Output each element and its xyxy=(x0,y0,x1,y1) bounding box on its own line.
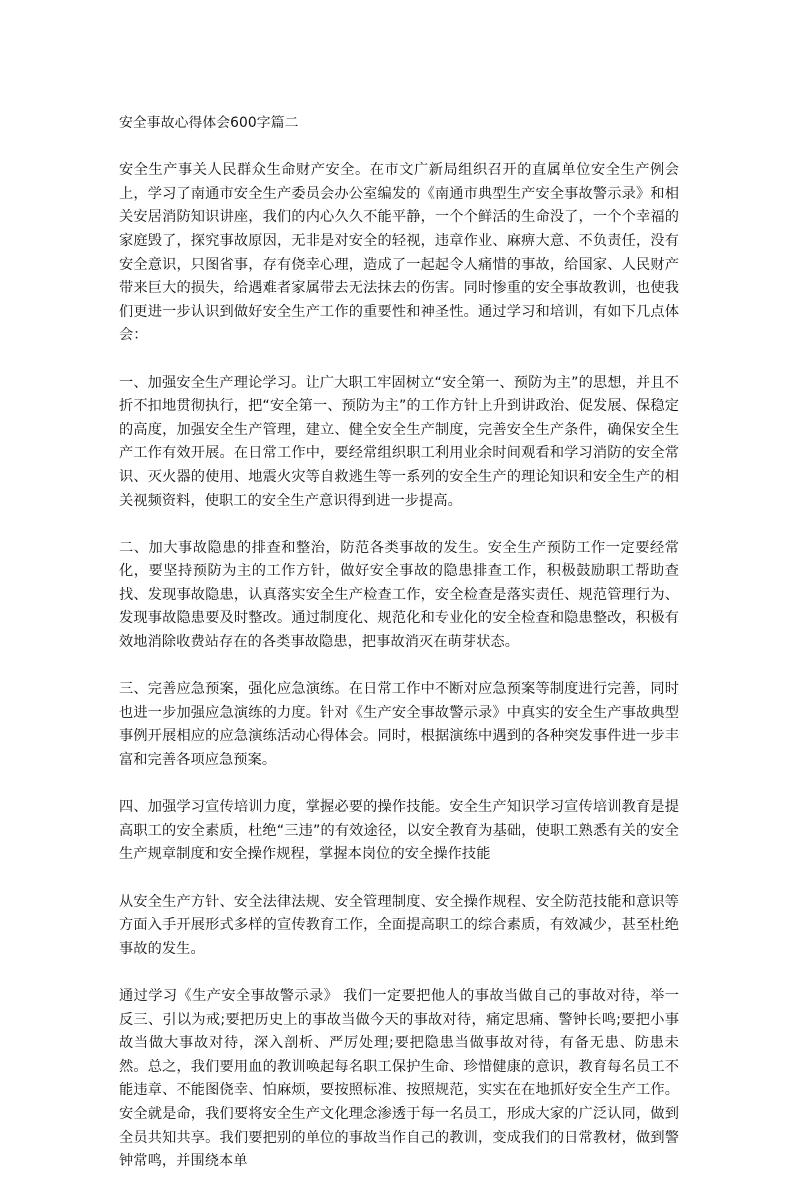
paragraph-conclusion: 通过学习《生产安全事故警示录》 我们一定要把他人的事故当做自己的事故对待，举一反三、引以为戒;要把历史上的事故当做今天的事故对待，痛定思痛、警钟长鸣;要把小事故当做大事故对待，深入剖析、严厉处理;要把隐患当做事故对待，有备无患、防患未然。总之，我们要用血的教训唤起每名职工保护生命、珍惜健康的意识，教育每名员工不能违章、不能图侥幸、怕麻烦，要按照标准、按照规范，实实在在地抓好安全生产工作。安全就是命，我们要将安全生产文化理念渗透于每一名员工，形成大家的广泛认同，做到全员共知共享。我们要把别的单位的事故当作自己的教训，变成我们的日常教材，做到警钟常鸣，并围绕本单 xyxy=(119,987,679,1170)
paragraph-point-2: 二、加大事故隐患的排查和整治，防范各类事故的发生。安全生产预防工作一定要经常化，要坚持预防为主的工作方针，做好安全事故的隐患排查工作，积极鼓励职工帮助查找、发现事故隐患，认真落实安全生产检查工作，安全检查是落实责任、规范管理行为、发现事故隐患要及时整改。通过制度化、规范化和专业化的安全检查和隐患整改，积极有效地消除收费站存在的各类事故隐患，把事故消灭在萌芽状态。 xyxy=(119,539,679,651)
document-page xyxy=(119,112,679,1197)
document-title: 安全事故心得体会600字篇二 xyxy=(119,115,299,131)
paragraph-point-1: 一、加强安全生产理论学习。让广大职工牢固树立“安全第一、预防为主”的思想，并且不折不扣地贯彻执行，把“安全第一、预防为主”的工作方针上升到讲政治、促发展、保稳定的高度，加强安全生产管理，建立、健全安全生产制度，完善安全生产条件，确保安全生产工作有效开展。在日常工作中，要经常组织职工利用业余时间观看和学习消防的安全常识、灭火器的使用、地震火灾等自救逃生等一系列的安全生产的理论知识和安全生产的相关视频资料，使职工的安全生产意识得到进一步提高。 xyxy=(119,374,679,509)
paragraph-point-4-continued: 从安全生产方针、安全法律法规、安全管理制度、安全操作规程、安全防范技能和意识等方面入手开展形式多样的宣传教育工作，全面提高职工的综合素质，有效减少，甚至杜绝事故的发生。 xyxy=(119,893,679,957)
paragraph-point-3: 三、完善应急预案，强化应急演练。在日常工作中不断对应急预案等制度进行完善，同时也进一步加强应急演练的力度。针对《生产安全事故警示录》中真实的安全生产事故典型事例开展相应的应急演练活动心得体会。同时，根据演练中遇到的各种突发事件进一步丰富和完善各项应急预案。 xyxy=(119,681,679,769)
paragraph-point-4: 四、加强学习宣传培训力度，掌握必要的操作技能。安全生产知识学习宣传培训教育是提高职工的安全素质，杜绝“三违”的有效途径，以安全教育为基础，使职工熟悉有关的安全生产规章制度和安全操作规程，掌握本岗位的安全操作技能 xyxy=(119,799,679,863)
paragraph-intro: 安全生产事关人民群众生命财产安全。在市文广新局组织召开的直属单位安全生产例会上，学习了南通市安全生产委员会办公室编发的《南通市典型生产安全事故警示录》和相关安居消防知识讲座，我们的内心久久不能平静，一个个鲜活的生命没了，一个个幸福的家庭毁了，探究事故原因，无非是对安全的轻视，违章作业、麻痹大意、不负责任，没有安全意识，只图省事，存有侥幸心理，造成了一起起令人痛惜的事故，给国家、人民财产带来巨大的损失，给遇难者家属带去无法抹去的伤害。同时惨重的安全事故教训，也使我们更进一步认识到做好安全生产工作的重要性和神圣性。通过学习和培训，有如下几点体会： xyxy=(119,162,679,344)
